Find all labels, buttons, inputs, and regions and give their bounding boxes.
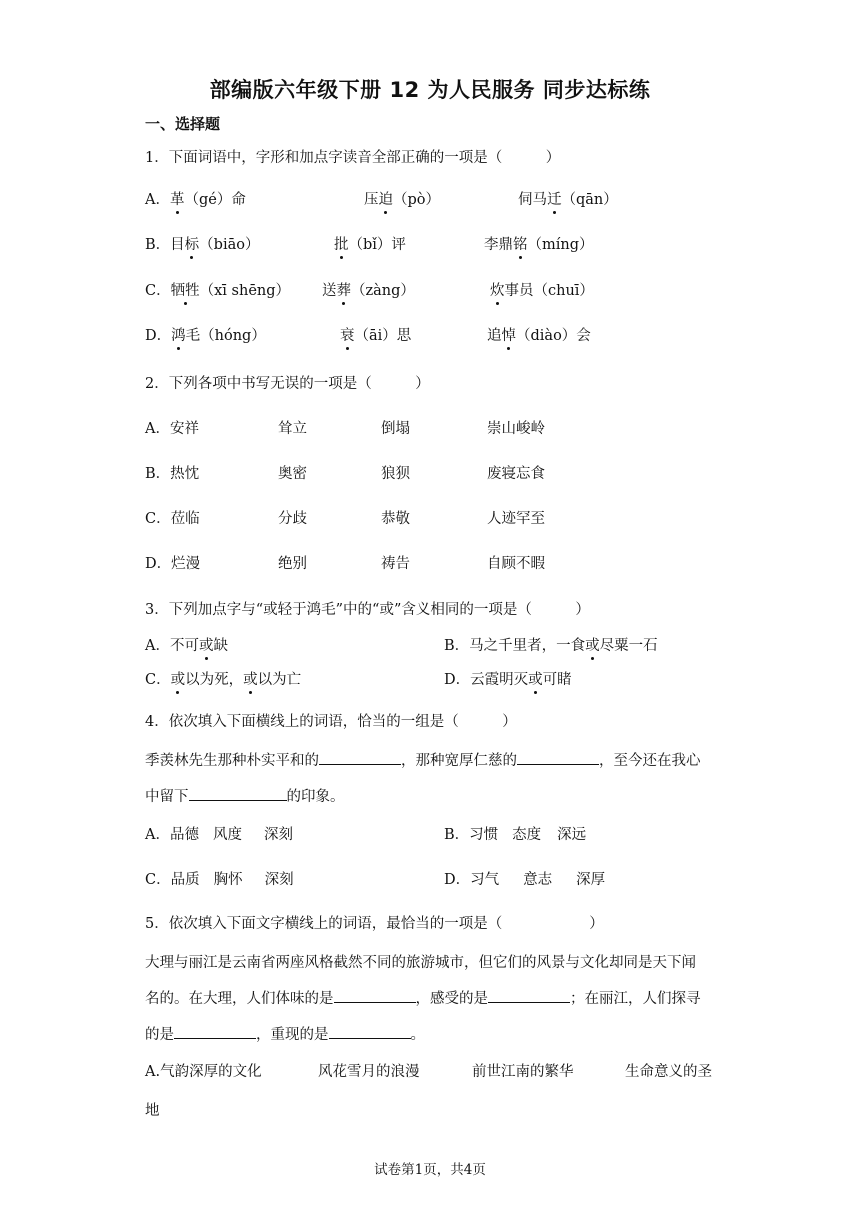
q4-option-a: A．品德 风度 深刻 bbox=[145, 827, 293, 843]
page-title: 部编版六年级下册 12 为人民服务 同步达标练 bbox=[209, 78, 651, 102]
fill-blank bbox=[488, 988, 570, 1003]
question-5-stem: 5．依次填入下面文字横线上的词语，最恰当的一项是（ ） bbox=[145, 916, 604, 932]
section-heading: 一、选择题 bbox=[145, 115, 221, 133]
q2-option-a-word4: 崇山峻岭 bbox=[487, 421, 545, 437]
q2-option-b-word3: 狼狈 bbox=[381, 466, 410, 482]
q2-option-b-word4: 废寝忘食 bbox=[487, 466, 545, 482]
q1-option-c-word1: C．牺牲（xī shēng） bbox=[145, 279, 290, 300]
fill-blank bbox=[517, 750, 599, 765]
fill-blank bbox=[189, 786, 287, 801]
q5-passage-line1: 大理与丽江是云南省两座风格截然不同的旅游城市，但它们的风景与文化却同是天下闻 bbox=[145, 955, 696, 971]
q5-option-a-item3: 前世江南的繁华 bbox=[472, 1064, 574, 1080]
q2-option-c-word1: C．莅临 bbox=[145, 511, 200, 527]
question-3-stem: 3．下列加点字与“或轻于鸿毛”中的“或”含义相同的一项是（ ） bbox=[145, 602, 590, 618]
question-4-stem: 4．依次填入下面横线上的词语，恰当的一组是（ ） bbox=[145, 714, 517, 730]
q1-option-a-word3: 伺马迁（qān） bbox=[518, 188, 618, 209]
q4-passage-line2: 中留下 的印象。 bbox=[145, 785, 345, 806]
q2-option-d-word1: D．烂漫 bbox=[145, 556, 201, 572]
q2-option-c-word3: 恭敬 bbox=[381, 511, 410, 527]
q5-option-a-item1: A.气韵深厚的文化 bbox=[145, 1064, 262, 1080]
q2-option-d-word2: 绝别 bbox=[278, 556, 307, 572]
q3-option-d: D．云霞明灭或可睹 bbox=[444, 668, 572, 689]
question-1-stem: 1．下面词语中，字形和加点字读音全部正确的一项是（ ） bbox=[145, 150, 561, 166]
q1-option-c-word2: 送葬（zàng） bbox=[322, 279, 415, 300]
q5-passage-line3: 的是 ，重现的是 。 bbox=[145, 1023, 425, 1044]
q1-option-a-word2: 压迫（pò） bbox=[364, 188, 440, 209]
q1-option-c-word3: 炊事员（chuī） bbox=[490, 279, 594, 300]
q2-option-c-word4: 人迹罕至 bbox=[487, 511, 545, 527]
q1-option-d-word3: 追悼（diào）会 bbox=[487, 324, 591, 345]
q2-option-d-word4: 自顾不暇 bbox=[487, 556, 545, 572]
q5-option-a-wrap: 地 bbox=[145, 1103, 160, 1119]
fill-blank bbox=[174, 1024, 256, 1039]
q2-option-d-word3: 祷告 bbox=[381, 556, 410, 572]
q5-option-a-item2: 风花雪月的浪漫 bbox=[318, 1064, 420, 1080]
q1-option-d-word2: 衰（āi）思 bbox=[340, 324, 411, 345]
q5-option-a-item4: 生命意义的圣 bbox=[625, 1064, 712, 1080]
q1-option-d-word1: D．鸿毛（hóng） bbox=[145, 324, 266, 345]
q3-option-b: B．马之千里者，一食或尽粟一石 bbox=[444, 634, 658, 655]
q4-passage-line1: 季羡林先生那种朴实平和的 ，那种宽厚仁慈的 ，至今还在我心 bbox=[145, 749, 701, 770]
q3-option-a: A．不可或缺 bbox=[145, 634, 228, 655]
q1-option-a-word1: A．革（gé）命 bbox=[145, 188, 246, 209]
q2-option-a-word1: A．安祥 bbox=[145, 421, 199, 437]
q1-option-b-word2: 批（bǐ）评 bbox=[334, 233, 406, 254]
q3-option-c: C．或以为死，或以为亡 bbox=[145, 668, 301, 689]
q2-option-a-word2: 耸立 bbox=[278, 421, 307, 437]
q2-option-a-word3: 倒塌 bbox=[381, 421, 410, 437]
q2-option-b-word2: 奥密 bbox=[278, 466, 307, 482]
fill-blank bbox=[329, 1024, 411, 1039]
q1-option-b-word1: B．目标（biāo） bbox=[145, 233, 259, 254]
fill-blank bbox=[319, 750, 401, 765]
q2-option-b-word1: B．热忱 bbox=[145, 466, 200, 482]
q1-option-b-word3: 李鼎铭（míng） bbox=[484, 233, 594, 254]
q4-option-c: C．品质 胸怀 深刻 bbox=[145, 872, 294, 888]
page-footer: 试卷第1页，共4页 bbox=[374, 1162, 486, 1178]
q4-option-b: B．习惯 态度 深远 bbox=[444, 827, 587, 843]
question-2-stem: 2．下列各项中书写无误的一项是（ ） bbox=[145, 376, 430, 392]
fill-blank bbox=[334, 988, 416, 1003]
q2-option-c-word2: 分歧 bbox=[278, 511, 307, 527]
q5-passage-line2: 名的。在大理，人们体味的是 ，感受的是 ；在丽江，人们探寻 bbox=[145, 987, 701, 1008]
q4-option-d: D．习气 意志 深厚 bbox=[444, 872, 606, 888]
